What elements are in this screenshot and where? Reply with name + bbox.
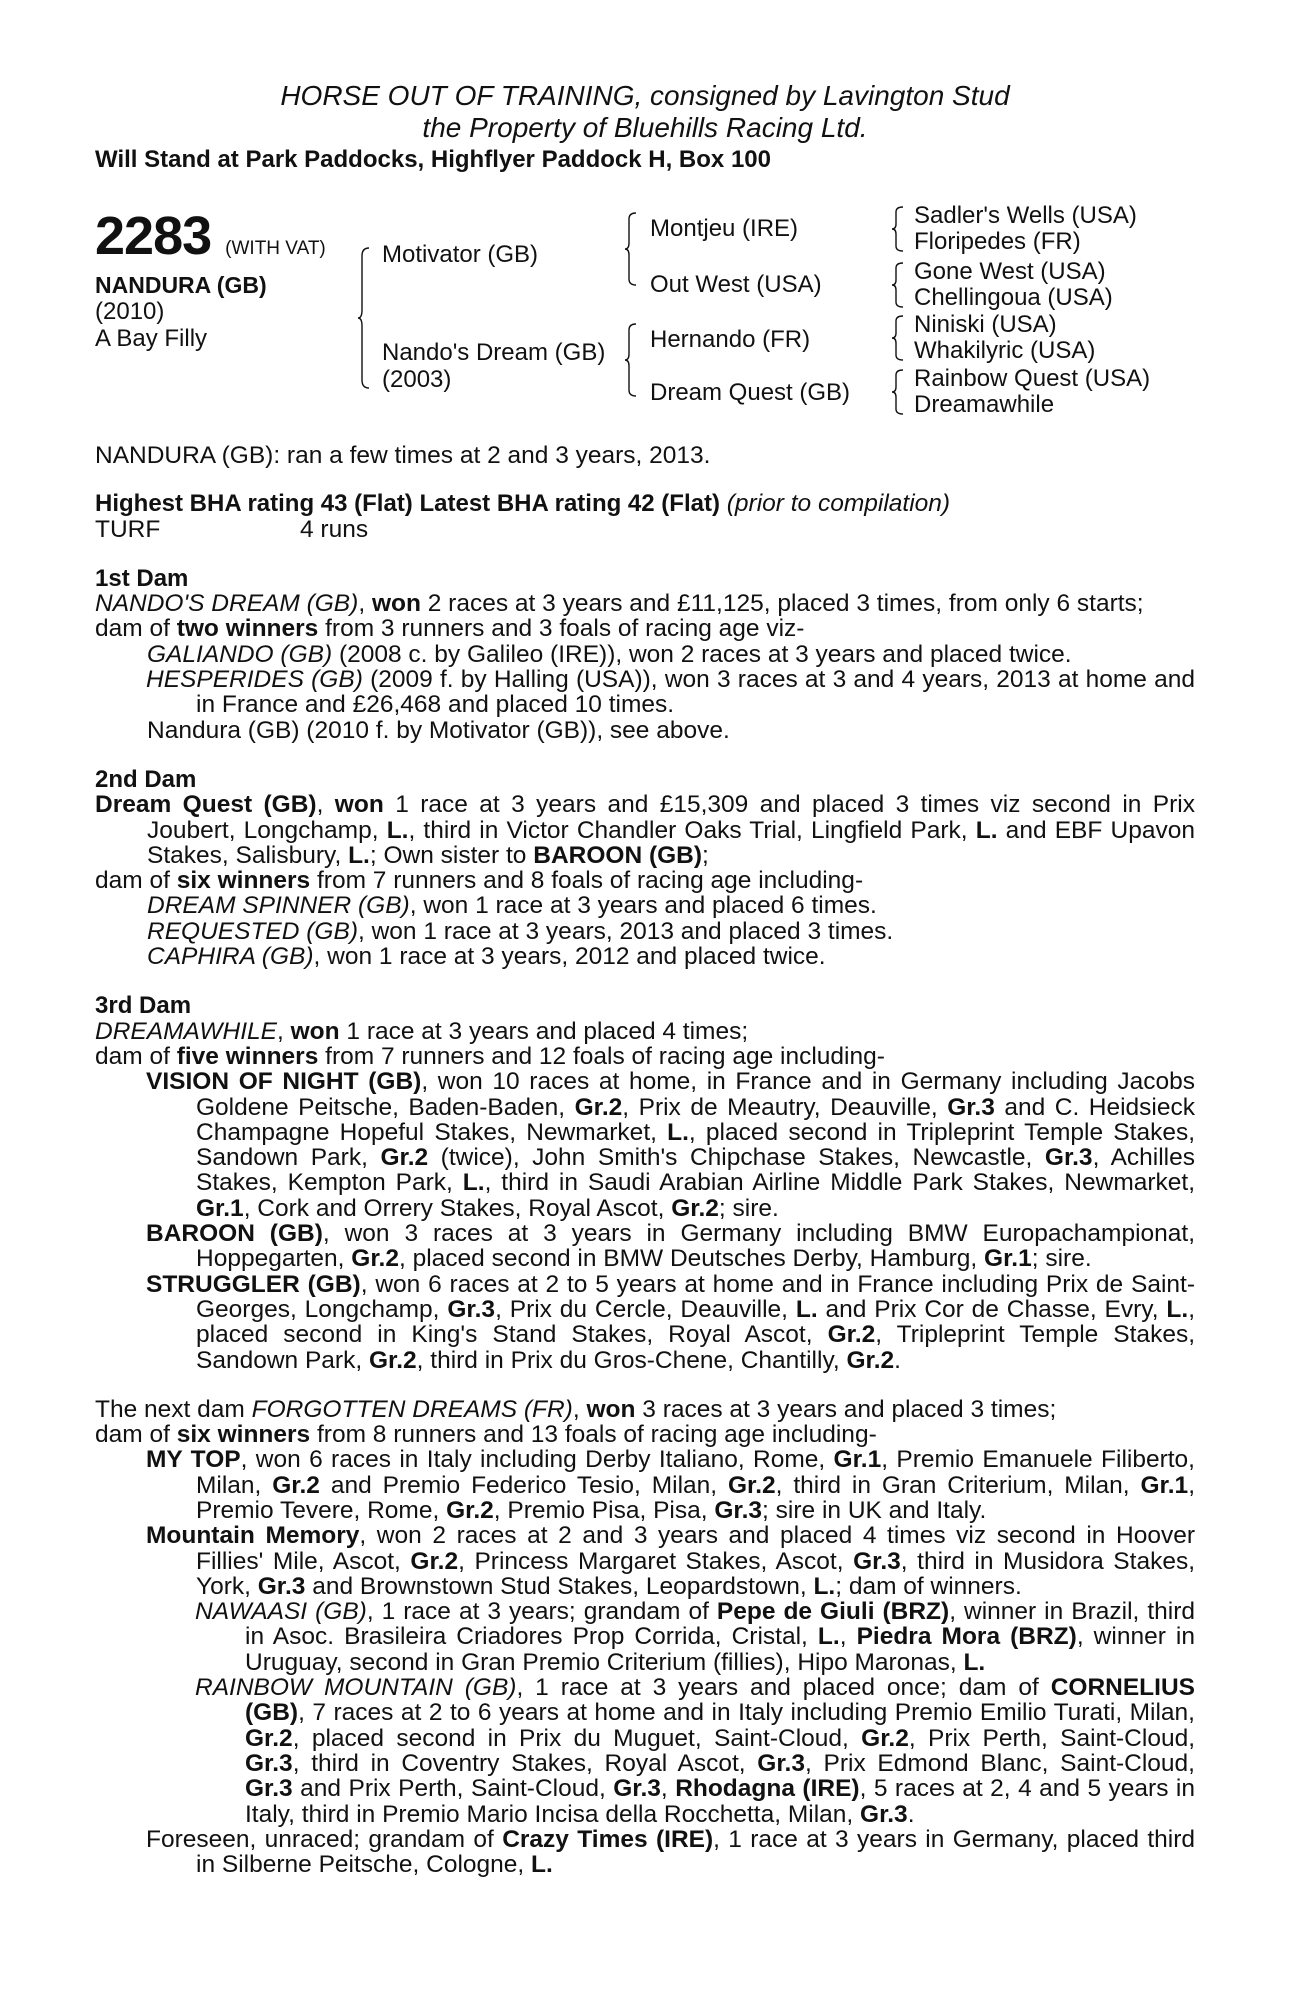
rating-line: Highest BHA rating 43 (Flat) Latest BHA rating 42 (Flat) (prior to compilation) xyxy=(95,490,951,518)
pedigree-dds: Rainbow Quest (USA) xyxy=(914,365,1151,392)
pedigree-sss: Sadler's Wells (USA) xyxy=(914,202,1137,229)
pedigree-brace-5 xyxy=(891,261,905,309)
section-2nd-dam: 2nd Dam xyxy=(95,765,197,793)
pedigree-brace-1 xyxy=(357,246,371,390)
dam3-produce: dam of five winners from 7 runners and 12 foals of racing age including- xyxy=(95,1042,885,1070)
vat-label: (WITH VAT) xyxy=(225,238,326,259)
dam1-progeny-1: GALIANDO (GB) (2008 c. by Galileo (IRE)), won 2 races at 3 years and placed twice. xyxy=(147,640,1072,668)
next-progeny-foreseen: Foreseen, unraced; grandam of Crazy Times (IRE), 1 race at 3 years in Germany, placed third in Silberne Peitsche, Cologne, L. xyxy=(146,1825,1195,1879)
horse-name: NANDURA (GB) xyxy=(95,272,267,298)
next-dam-produce: dam of six winners from 8 runners and 13 foals of racing age including- xyxy=(95,1421,877,1449)
dam2-record: Dream Quest (GB), won 1 race at 3 years and £15,309 and placed 3 times viz second in Prix Joubert, Longchamp, L., third in Victor Chandler Oaks Trial, Lingfield Park, L. and EBF Upavon Stakes, Salisbury, L.; Own sister to BAROON (GB); xyxy=(95,791,1195,869)
dam2-progeny-2: REQUESTED (GB), won 1 race at 3 years, 2013 and placed 3 times. xyxy=(147,917,894,945)
pedigree-dss: Niniski (USA) xyxy=(914,311,1057,338)
pedigree-sire: Motivator (GB) xyxy=(382,241,539,268)
section-1st-dam: 1st Dam xyxy=(95,564,189,592)
pedigree-dam-year: (2003) xyxy=(382,366,452,393)
race-summary: NANDURA (GB): ran a few times at 2 and 3 years, 2013. xyxy=(95,442,711,469)
pedigree-sire-sire: Montjeu (IRE) xyxy=(650,215,799,242)
pedigree-sire-dam: Out West (USA) xyxy=(650,271,822,298)
dam1-produce: dam of two winners from 3 runners and 3 foals of racing age viz- xyxy=(95,615,805,643)
dam1-progeny-3: Nandura (GB) (2010 f. by Motivator (GB)), see above. xyxy=(147,716,730,744)
pedigree-ddd: Dreamawhile xyxy=(914,391,1055,418)
dam3-record: DREAMAWHILE, won 1 race at 3 years and placed 4 times; xyxy=(95,1017,749,1045)
dam3-progeny-struggler: STRUGGLER (GB), won 6 races at 2 to 5 years at home and in France including Prix de Saint-Georges, Longchamp, Gr.3, Prix du Cercle, Deauville, L. and Prix Cor de Chasse, Evry, L., placed second in King's Stand Stakes, Royal Ascot, Gr.2, Tripleprint Temple Stakes, Sandown Park, Gr.2, third in Prix du Gros-Chene, Chantilly, Gr.2. xyxy=(146,1270,1195,1374)
pedigree-dam: Nando's Dream (GB) xyxy=(382,339,606,366)
dam3-progeny-baroon: BAROON (GB), won 3 races at 3 years in Germany including BMW Europachampionat, Hoppegarten, Gr.2, placed second in BMW Deutsches Derby, Hamburg, Gr.1; sire. xyxy=(146,1220,1195,1273)
next-dam-record: The next dam FORGOTTEN DREAMS (FR), won 3 races at 3 years and placed 3 times; xyxy=(95,1395,1057,1423)
pedigree-dam-sire: Hernando (FR) xyxy=(650,326,811,353)
pedigree-sds: Gone West (USA) xyxy=(914,258,1106,285)
pedigree-sdd: Chellingoua (USA) xyxy=(914,284,1113,311)
next-progeny-mountain-memory: Mountain Memory, won 2 races at 2 and 3 years and placed 4 times viz second in Hoover Fillies' Mile, Ascot, Gr.2, Princess Margaret Stakes, Ascot, Gr.3, third in Musidora Stakes, York, Gr.3 and Brownstown Stud Stakes, Leopardstown, L.; dam of winners. xyxy=(146,1522,1196,1600)
pedigree-brace-3 xyxy=(624,322,638,398)
catalogue-body xyxy=(95,443,1195,1877)
dam2-progeny-3: CAPHIRA (GB), won 1 race at 3 years, 2012 and placed twice. xyxy=(147,943,826,971)
header-line-1: HORSE OUT OF TRAINING, consigned by Lavington Stud xyxy=(280,80,1010,111)
pedigree-brace-2 xyxy=(624,211,638,287)
next-progeny-my-top: MY TOP, won 6 races in Italy including Derby Italiano, Rome, Gr.1, Premio Emanuele Filiberto, Milan, Gr.2 and Premio Federico Tesio, Milan, Gr.2, third in Gran Criterium, Milan, Gr.1, Premio Tevere, Rome, Gr.2, Premio Pisa, Pisa, Gr.3; sire in UK and Italy. xyxy=(146,1446,1195,1524)
pedigree-dam-dam: Dream Quest (GB) xyxy=(650,379,851,406)
pedigree-brace-7 xyxy=(891,368,905,416)
next-grandprogeny-rainbow-mountain: RAINBOW MOUNTAIN (GB), 1 race at 3 years and placed once; dam of CORNELIUS (GB), 7 races at 2 to 6 years at home and in Italy including Premio Emilio Turati, Milan, Gr.2, placed second in Prix du Muguet, Saint-Cloud, Gr.2, Prix Perth, Saint-Cloud, Gr.3, third in Coventry Stakes, Royal Ascot, Gr.3, Prix Edmond Blanc, Saint-Cloud, Gr.3 and Prix Perth, Saint-Cloud, Gr.3, Rhodagna (IRE), 5 races at 2, 4 and 5 years in Italy, third in Premio Mario Incisa della Rocchetta, Milan, Gr.3. xyxy=(195,1674,1196,1828)
dam2-produce: dam of six winners from 7 runners and 8 foals of racing age including- xyxy=(95,867,864,895)
dam3-progeny-vision-of-night: VISION OF NIGHT (GB), won 10 races at home, in France and in Germany including Jacobs Goldene Peitsche, Baden-Baden, Gr.2, Prix de Meautry, Deauville, Gr.3 and C. Heidsieck Champagne Hopeful Stakes, Newmarket, L., placed second in Tripleprint Temple Stakes, Sandown Park, Gr.2 (twice), John Smith's Chipchase Stakes, Newcastle, Gr.3, Achilles Stakes, Kempton Park, L., third in Saudi Arabian Airline Middle Park Stakes, Newmarket, Gr.1, Cork and Orrery Stakes, Royal Ascot, Gr.2; sire. xyxy=(146,1068,1196,1222)
pedigree-ssd: Floripedes (FR) xyxy=(914,228,1081,255)
section-3rd-dam: 3rd Dam xyxy=(95,992,192,1020)
catalogue-page xyxy=(95,80,1195,176)
lot-number: 2283 xyxy=(95,206,212,266)
pedigree-brace-4 xyxy=(891,205,905,253)
dam1-progeny-2: HESPERIDES (GB) (2009 f. by Halling (USA)), won 3 races at 3 and 4 years, 2013 at home and in France and £26,468 and placed 10 times. xyxy=(146,666,1195,719)
lot-number-row xyxy=(95,205,326,267)
next-grandprogeny-nawaasi: NAWAASI (GB), 1 race at 3 years; grandam of Pepe de Giuli (BRZ), winner in Brazil, third in Asoc. Brasileira Criadores Prop Corrida, Cristal, L., Piedra Mora (BRZ), winner in Uruguay, second in Gran Premio Criterium (fillies), Hipo Maronas, L. xyxy=(195,1598,1195,1676)
pedigree-brace-6 xyxy=(891,314,905,362)
pedigree-dsd: Whakilyric (USA) xyxy=(914,337,1096,364)
header-line-3: Will Stand at Park Paddocks, Highflyer Paddock H, Box 100 xyxy=(95,146,771,173)
dam1-record: NANDO'S DREAM (GB), won 2 races at 3 years and £11,125, placed 3 times, from only 6 starts; xyxy=(95,590,1144,618)
horse-description: A Bay Filly xyxy=(95,325,208,352)
header-line-2: the Property of Bluehills Racing Ltd. xyxy=(422,112,868,143)
horse-year: (2010) xyxy=(95,298,165,325)
dam2-progeny-1: DREAM SPINNER (GB), won 1 race at 3 years and placed 6 times. xyxy=(147,892,877,920)
turf-runs: TURF 4 runs xyxy=(95,515,369,543)
